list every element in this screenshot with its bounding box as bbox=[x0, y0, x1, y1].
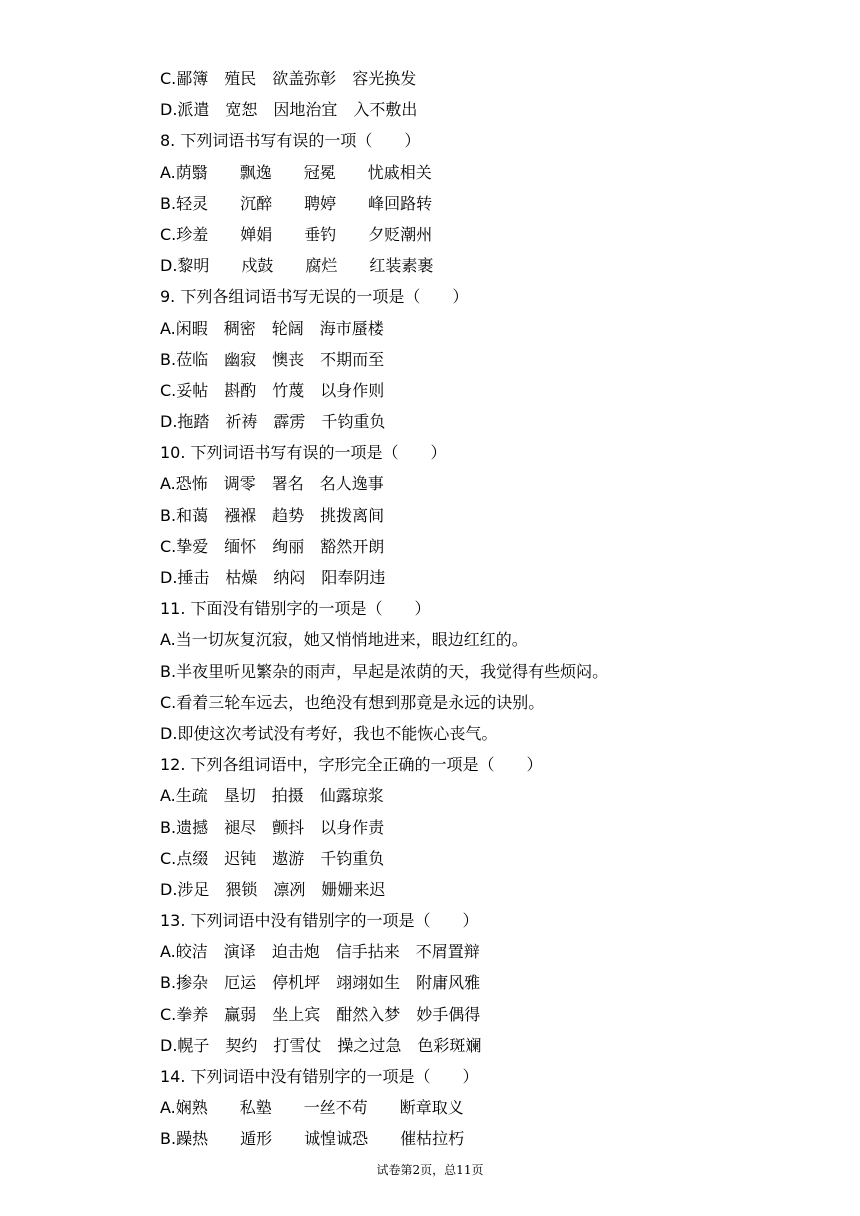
question-line: 13. 下列词语中没有错别字的一项是（ ） bbox=[160, 911, 479, 931]
option-line: A.闲暇 稠密 轮阔 海市蜃楼 bbox=[160, 318, 384, 338]
question-content bbox=[160, 63, 820, 1155]
option-line: C.鄙簿 殖民 欲盖弥彰 容光换发 bbox=[160, 69, 417, 88]
option-line: A.恐怖 调零 署名 名人逸事 bbox=[160, 474, 384, 494]
option-line: D.派遣 宽恕 因地治宜 入不敷出 bbox=[160, 100, 418, 120]
option-line: B.遗撼 褪尽 颤抖 以身作责 bbox=[160, 817, 385, 837]
question-line: 14. 下列词语中没有错别字的一项是（ ） bbox=[160, 1067, 479, 1086]
option-line: B.掺杂 厄运 停机坪 翊翊如生 附庸风雅 bbox=[160, 973, 481, 993]
page-footer: 试卷第2页，总11页 bbox=[376, 1163, 484, 1177]
option-line: A.皎洁 演译 迫击炮 信手拈来 不屑置辩 bbox=[160, 942, 480, 962]
option-line: A.荫翳 飘逸 冠冕 忧戚相关 bbox=[160, 162, 432, 182]
question-line: 11. 下面没有错别字的一项是（ ） bbox=[160, 599, 431, 619]
option-line: C.珍羞 婵娟 垂钓 夕贬潮州 bbox=[160, 224, 433, 244]
question-line: 12. 下列各组词语中，字形完全正确的一项是（ ） bbox=[160, 755, 543, 775]
option-line: B.躁热 遁形 诚惶诚恐 催枯拉朽 bbox=[160, 1129, 465, 1149]
question-line: 10. 下列词语书写有误的一项是（ ） bbox=[160, 443, 447, 463]
option-line: D.即使这次考试没有考好，我也不能恢心丧气。 bbox=[160, 723, 498, 743]
option-line: B.半夜里听见繁杂的雨声，早起是浓荫的天，我觉得有些烦闷。 bbox=[160, 661, 609, 681]
option-line: D.涉足 猥锁 凛冽 姗姗来迟 bbox=[160, 879, 386, 899]
option-line: D.黎明 戍鼓 腐烂 红装素裹 bbox=[160, 256, 434, 276]
option-line: C.看着三轮车远去，也绝没有想到那竟是永远的诀别。 bbox=[160, 692, 545, 712]
option-line: A.生疏 垦切 拍摄 仙露琼浆 bbox=[160, 786, 384, 806]
option-line: C.点缀 迟钝 遨游 千钧重负 bbox=[160, 848, 385, 868]
question-line: 9. 下列各组词语书写无误的一项是（ ） bbox=[160, 287, 469, 307]
option-line: A.当一切灰复沉寂，她又悄悄地进来，眼边红红的。 bbox=[160, 630, 528, 650]
option-line: D.捶击 枯燥 纳闷 阳奉阴违 bbox=[160, 568, 386, 587]
option-line: D.幌子 契约 打雪仗 操之过急 色彩斑斓 bbox=[160, 1035, 482, 1055]
question-line: 8. 下列词语书写有误的一项（ ） bbox=[160, 131, 421, 151]
option-line: B.轻灵 沉醉 聘婷 峰回路转 bbox=[160, 193, 433, 213]
option-line: C.拳养 赢弱 坐上宾 酣然入梦 妙手偶得 bbox=[160, 1004, 481, 1024]
option-line: D.拖踏 祈祷 霹雳 千钧重负 bbox=[160, 412, 386, 432]
option-line: A.娴熟 私塾 一丝不苟 断章取义 bbox=[160, 1098, 464, 1118]
option-line: B.和蔼 襁褓 趋势 挑拨离间 bbox=[160, 505, 385, 525]
option-line: C.挚爱 缅怀 绚丽 豁然开朗 bbox=[160, 536, 385, 556]
option-line: B.莅临 幽寂 懊丧 不期而至 bbox=[160, 349, 385, 369]
option-line: C.妥帖 斟酌 竹蔑 以身作则 bbox=[160, 380, 385, 400]
